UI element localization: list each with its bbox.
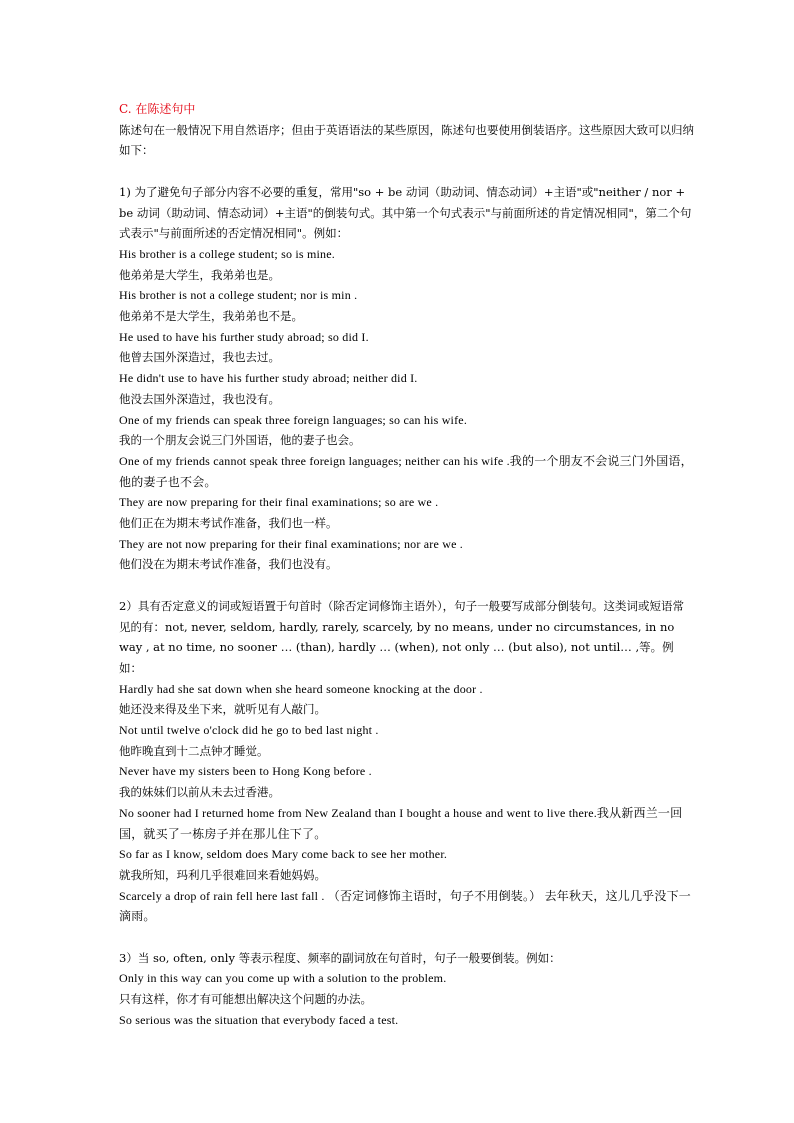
section-title: 2）具有否定意义的词或短语置于句首时（除否定词修饰主语外），句子一般要写成部分倒装句。这类词或短语常见的有：not, never, seldom, hardly, rarely, scarcely, by no means, under no circumstances, in no way , at no time, no sooner … (than), hardly … (when), not only … (but also), not until… ,等。例如： [119, 598, 685, 675]
example-en: So far as I know, seldom does Mary come back to see her mother. [119, 847, 448, 862]
section-2 [119, 596, 694, 927]
example-zh: 只有这样，你才有可能想出解决这个问题的办法。 [119, 992, 372, 1007]
section-title: 1) 为了避免句子部分内容不必要的重复，常用"so + be 动词（助动词、情态动词）+主语"或"neither / nor + be 动词（助动词、情态动词）+主语"的倒装句式。其中第一个句式表示"与前面所述的肯定情况相同"，第二个句式表示"与前面所述的否定情况相同"。例如： [119, 184, 692, 241]
example-en: So serious was the situation that everybody faced a test. [119, 1012, 399, 1027]
example-zh: 他没去国外深造过，我也没有。 [119, 391, 280, 406]
example-en: They are now preparing for their final examinations; so are we . [119, 495, 439, 510]
example-zh: 他弟弟是大学生，我弟弟也是。 [119, 267, 280, 282]
example-en: His brother is not a college student; nor is min . [119, 288, 358, 303]
example-en: Scarcely a drop of rain fell here last fall . （否定词修饰主语时，句子不用倒装。） 去年秋天，这儿几乎没下一滴雨。 [119, 888, 691, 924]
example-en: He didn't use to have his further study abroad; neither did I. [119, 371, 418, 386]
example-en: He used to have his further study abroad; so did I. [119, 329, 369, 344]
example-en: Hardly had she sat down when she heard someone knocking at the door . [119, 681, 483, 696]
example-zh: 他们正在为期末考试作准备，我们也一样。 [119, 516, 338, 531]
example-zh: 他昨晚直到十二点钟才睡觉。 [119, 743, 269, 758]
example-zh: 他曾去国外深造过，我也去过。 [119, 350, 280, 365]
blank-line [119, 575, 694, 596]
example-zh: 我的妹妹们以前从未去过香港。 [119, 785, 280, 800]
example-en: One of my friends cannot speak three foreign languages; neither can his wife .我的一个朋友不会说三门外国语，他的妻子也不会。 [119, 453, 693, 489]
example-zh: 他弟弟不是大学生，我弟弟也不是。 [119, 309, 303, 324]
example-zh: 就我所知，玛利几乎很难回来看她妈妈。 [119, 867, 326, 882]
section-heading: C. 在陈述句中 [119, 102, 196, 116]
blank-line [119, 927, 694, 948]
example-zh: 她还没来得及坐下来，就听见有人敲门。 [119, 702, 326, 717]
section-title: 3）当 so, often, only 等表示程度、频率的副词放在句首时，句子一般要倒装。例如： [119, 950, 561, 965]
intro-paragraph: 陈述句在一般情况下用自然语序；但由于英语语法的某些原因，陈述句也要使用倒装语序。这些原因大致可以归纳如下： [119, 122, 694, 158]
example-en: One of my friends can speak three foreign languages; so can his wife. [119, 412, 468, 427]
blank-line [119, 161, 694, 182]
section-1 [119, 182, 694, 575]
document-body [119, 99, 694, 1031]
example-en: Never have my sisters been to Hong Kong before . [119, 764, 372, 779]
example-en: No sooner had I returned home from New Zealand than I bought a house and went to live there.我从新西兰一回国，就买了一栋房子并在那儿住下了。 [119, 805, 683, 841]
example-en: Not until twelve o'clock did he go to bed last night . [119, 723, 379, 738]
example-en: They are not now preparing for their final examinations; nor are we . [119, 536, 464, 551]
section-3 [119, 948, 694, 1031]
example-zh: 我的一个朋友会说三门外国语，他的妻子也会。 [119, 433, 361, 448]
example-en: Only in this way can you come up with a solution to the problem. [119, 971, 447, 986]
example-en: His brother is a college student; so is mine. [119, 246, 335, 261]
example-zh: 他们没在为期末考试作准备，我们也没有。 [119, 557, 338, 572]
